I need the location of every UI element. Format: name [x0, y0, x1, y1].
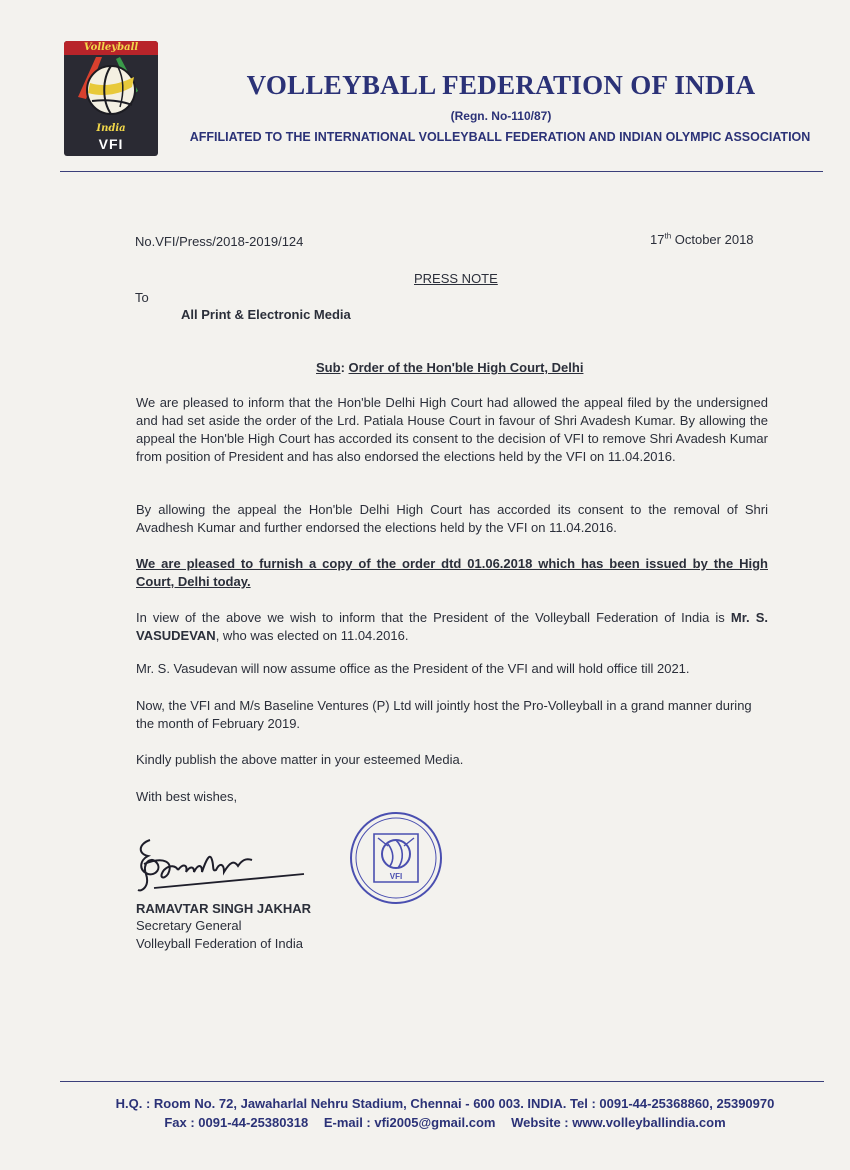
logo-top-text: Volleyball — [83, 42, 139, 53]
recipient: All Print & Electronic Media — [181, 307, 351, 322]
footer-website: Website : www.volleyballindia.com — [511, 1115, 726, 1130]
paragraph-3: We are pleased to furnish a copy of the order dtd 01.06.2018 which has been issued by the High Court, Delhi today. — [136, 556, 768, 589]
date-month-year: October 2018 — [671, 232, 754, 247]
subject-line — [316, 359, 583, 377]
press-note-heading: PRESS NOTE — [414, 271, 498, 286]
signer-title: Secretary General — [136, 918, 242, 933]
letter-date — [650, 231, 754, 249]
signer-name: RAMAVTAR SINGH JAKHAR — [136, 901, 312, 916]
footer-email: E-mail : vfi2005@gmail.com — [323, 1115, 496, 1130]
logo-vfi-text: VFI — [98, 136, 124, 152]
affiliation-line: AFFILIATED TO THE INTERNATIONAL VOLLEYBALL FEDERATION AND INDIAN OLYMPIC ASSOCIATION — [189, 130, 811, 144]
logo-india-text: India — [96, 123, 126, 134]
paragraph-6: Now, the VFI and M/s Baseline Ventures (P) Ltd will jointly host the Pro-Volleyball in a grand manner during the month of February 2019. — [136, 698, 752, 731]
president-name: Mr. S. VASUDEVAN — [136, 610, 768, 643]
volleyball-icon — [78, 57, 144, 123]
official-seal — [348, 810, 444, 906]
closing: With best wishes, — [136, 789, 238, 804]
paragraph-7: Kindly publish the above matter in your esteemed Media. — [136, 752, 464, 767]
reference-number: No.VFI/Press/2018-2019/124 — [135, 234, 304, 249]
to-label: To — [135, 290, 149, 305]
org-name: VOLLEYBALL FEDERATION OF INDIA — [246, 70, 756, 100]
date-day: 17 — [650, 232, 665, 247]
seal-text: VFI — [389, 872, 403, 881]
handwritten-signature — [134, 830, 314, 900]
paragraph-1: We are pleased to inform that the Hon'ble Delhi High Court had allowed the appeal filed by the undersigned and had set aside the order of the Lrd. Patiala House Court in favour of Shri Avadesh Kumar. By allowing the appeal the Hon'ble High Court has accorded its consent to the decision of VFI to remove Shri Avadesh Kumar from position of President and has also endorsed the elections held by the VFI on 11.04.2016. — [136, 395, 768, 464]
footer-address: H.Q. : Room No. 72, Jawaharlal Nehru Stadium, Chennai - 600 003. INDIA. Tel : 0091-44-25368860, 25390970 — [115, 1096, 775, 1111]
paragraph-4-end: , who was elected on 11.04.2016. — [215, 628, 409, 643]
registration-number: (Regn. No-110/87) — [450, 109, 552, 123]
footer-contacts — [60, 1115, 830, 1130]
subject-text: Order of the Hon'ble High Court, Delhi — [348, 360, 584, 375]
header-divider — [60, 171, 823, 172]
paragraph-5: Mr. S. Vasudevan will now assume office as the President of the VFI and will hold office till 2021. — [136, 661, 690, 676]
vfi-logo — [64, 41, 158, 156]
paragraph-2: By allowing the appeal the Hon'ble Delhi High Court has accorded its consent to the removal of Shri Avadhesh Kumar and further endorsed the elections held by the VFI on 11.04.2016. — [136, 502, 768, 535]
paragraph-4-start: In view of the above we wish to inform that the President of the Volleyball Federation of India is — [136, 610, 731, 625]
footer-fax: Fax : 0091-44-25380318 — [164, 1115, 309, 1130]
subject-label: Sub — [316, 360, 341, 375]
paragraph-4 — [136, 609, 768, 645]
subject-separator: : — [340, 360, 349, 375]
signer-organization: Volleyball Federation of India — [136, 936, 303, 951]
date-suffix: th — [664, 231, 672, 241]
footer-divider — [60, 1081, 824, 1082]
